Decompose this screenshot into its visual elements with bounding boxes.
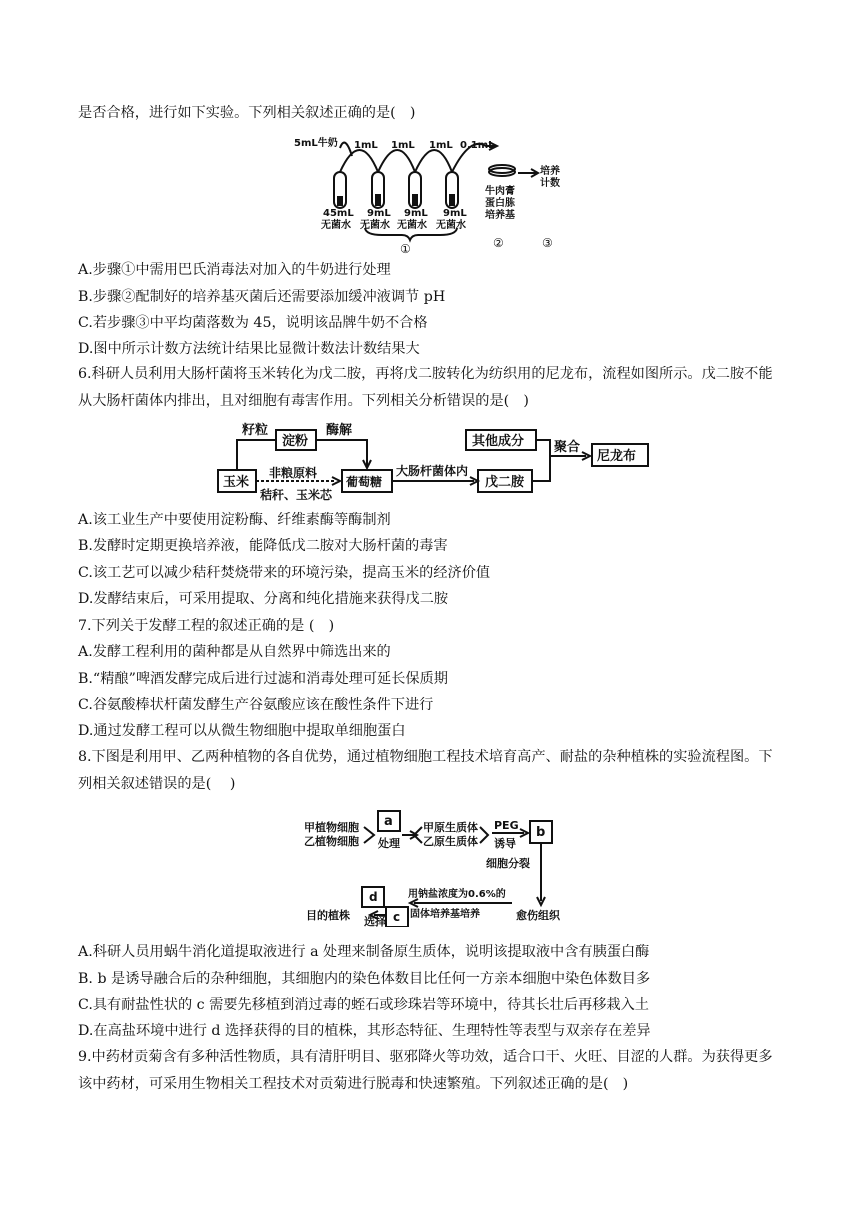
cell-a-label: 甲植物细胞 xyxy=(304,821,359,834)
step-3: ③ xyxy=(542,236,553,250)
tube-4-vol: 9mL xyxy=(443,208,467,219)
q7-option-a: A.发酵工程利用的菌种都是从自然界中筛选出来的 xyxy=(78,644,391,660)
transfer-3: 1mL xyxy=(429,140,453,151)
cell-b-label: 乙植物细胞 xyxy=(304,835,359,848)
q8-option-a: A.科研人员用蜗牛消化道提取液进行 a 处理来制备原生质体，说明该提取液中含有胰蛋白酶 xyxy=(78,944,650,960)
q9-stem: 9.中药材贡菊含有多种活性物质，具有清肝明目、驱邪降火等功效，适合口干、火旺、目涩的人群。为获得更多该中药材，可采用生物相关工程技术对贡菊进行脱毒和快速繁殖。下列叙述正确的是( ) xyxy=(78,1049,773,1092)
medium-line-1: 牛肉膏 xyxy=(485,186,515,197)
medium-line-3: 培养基 xyxy=(485,210,515,221)
step-d-box: d xyxy=(369,890,378,904)
serial-dilution-figure xyxy=(290,134,590,256)
glucose-box: 葡萄糖 xyxy=(346,475,383,489)
tube-4-label: 无菌水 xyxy=(436,220,466,231)
tube-2-label: 无菌水 xyxy=(360,220,390,231)
straw-label: 秸秆、玉米芯 xyxy=(260,488,333,502)
milk-label: 5mL牛奶 xyxy=(294,138,338,149)
tube-1-vol: 45mL xyxy=(323,208,354,219)
callus-label: 愈伤组织 xyxy=(516,909,560,922)
proto-a-label: 甲原生质体 xyxy=(423,821,478,834)
peg-label: PEG xyxy=(494,819,519,832)
treat-label: 处理 xyxy=(378,837,400,850)
q8-option-d: D.在高盐环境中进行 d 选择获得的目的植株，其形态特征、生理特性等表型与双亲存在差异 xyxy=(78,1023,651,1039)
select-label: 选择 xyxy=(364,915,386,927)
count-line-2: 计数 xyxy=(540,178,560,189)
tube-2-vol: 9mL xyxy=(367,208,391,219)
starch-box: 淀粉 xyxy=(282,434,309,449)
transfer-1: 1mL xyxy=(354,140,378,151)
tube-1-label: 无菌水 xyxy=(321,220,351,231)
step-2: ② xyxy=(493,236,504,250)
medium-line-1: 用钠盐浓度为0.6%的 xyxy=(408,889,506,900)
tube-3-label: 无菌水 xyxy=(397,220,427,231)
medium-line-2: 固体培养基培养 xyxy=(410,909,480,920)
cadaverine-flow-figure xyxy=(214,420,654,504)
q6-option-a: A.该工业生产中要使用淀粉酶、纤维素酶等酶制剂 xyxy=(78,512,391,528)
induce-label: 诱导 xyxy=(494,837,516,850)
cadaverine-box: 戊二胺 xyxy=(485,475,525,490)
transfer-2: 1mL xyxy=(391,140,415,151)
protoplast-fusion-figure xyxy=(302,805,572,927)
q8-option-b: B. b 是诱导融合后的杂种细胞，其细胞内的染色体数目比任何一方亲本细胞中染色体数目多 xyxy=(78,971,651,987)
q7-option-d: D.通过发酵工程可以从微生物细胞中提取单细胞蛋白 xyxy=(78,723,406,739)
polymerize-label: 聚合 xyxy=(554,440,581,455)
q5-option-d: D.图中所示计数方法统计结果比显微计数法计数结果大 xyxy=(78,341,420,357)
step-1: ① xyxy=(400,242,411,256)
count-line-1: 培养 xyxy=(540,166,560,177)
q6-option-c: C.该工艺可以减少秸秆焚烧带来的环境污染，提高玉米的经济价值 xyxy=(78,565,491,581)
q5-option-c: C.若步骤③中平均菌落数为 45，说明该品牌牛奶不合格 xyxy=(78,315,428,331)
q5-option-b: B.步骤②配制好的培养基灭菌后还需要添加缓冲液调节 pH xyxy=(78,289,446,305)
transfer-4: 0.1mL xyxy=(460,140,495,151)
medium-line-2: 蛋白胨 xyxy=(485,198,515,209)
q6-option-b: B.发酵时定期更换培养液，能降低戊二胺对大肠杆菌的毒害 xyxy=(78,538,448,554)
division-label: 细胞分裂 xyxy=(486,857,530,870)
target-plant-label: 目的植株 xyxy=(306,909,350,922)
nylon-box: 尼龙布 xyxy=(597,449,637,464)
q6-option-d: D.发酵结束后，可采用提取、分离和纯化措施来获得戊二胺 xyxy=(78,591,449,607)
q7-stem: 7.下列关于发酵工程的叙述正确的是 ( ) xyxy=(78,618,335,634)
q7-option-c: C.谷氨酸棒状杆菌发酵生产谷氨酸应该在酸性条件下进行 xyxy=(78,697,434,713)
nonfood-label: 非粮原料 xyxy=(269,466,318,480)
step-a-box: a xyxy=(384,814,393,829)
hydrolysis-label: 酶解 xyxy=(326,423,353,438)
question-intro: 是否合格，进行如下实验。下列相关叙述正确的是( ) xyxy=(78,105,416,121)
q8-stem: 8.下图是利用甲、乙两种植物的各自优势，通过植物细胞工程技术培育高产、耐盐的杂种植株的实验流程图。下列相关叙述错误的是( ) xyxy=(78,749,773,792)
other-box: 其他成分 xyxy=(472,434,525,449)
tube-3-vol: 9mL xyxy=(404,208,428,219)
step-c-box: c xyxy=(393,910,401,924)
ecoli-label: 大肠杆菌体内 xyxy=(396,464,469,478)
kernel-label: 籽粒 xyxy=(242,423,269,438)
step-b-box: b xyxy=(536,825,546,840)
corn-box: 玉米 xyxy=(223,475,250,490)
q8-option-c: C.具有耐盐性状的 c 需要先移植到消过毒的蛭石或珍珠岩等环境中，待其长壮后再移栽入土 xyxy=(78,997,649,1013)
proto-b-label: 乙原生质体 xyxy=(423,835,478,848)
q5-option-a: A.步骤①中需用巴氏消毒法对加入的牛奶进行处理 xyxy=(78,262,391,278)
q7-option-b: B.“精酿”啤酒发酵完成后进行过滤和消毒处理可延长保质期 xyxy=(78,671,448,687)
q6-stem: 6.科研人员利用大肠杆菌将玉米转化为戊二胺，再将戊二胺转化为纺织用的尼龙布，流程如图所示。戊二胺不能从大肠杆菌体内排出，且对细胞有毒害作用。下列相关分析错误的是( ) xyxy=(78,366,773,409)
